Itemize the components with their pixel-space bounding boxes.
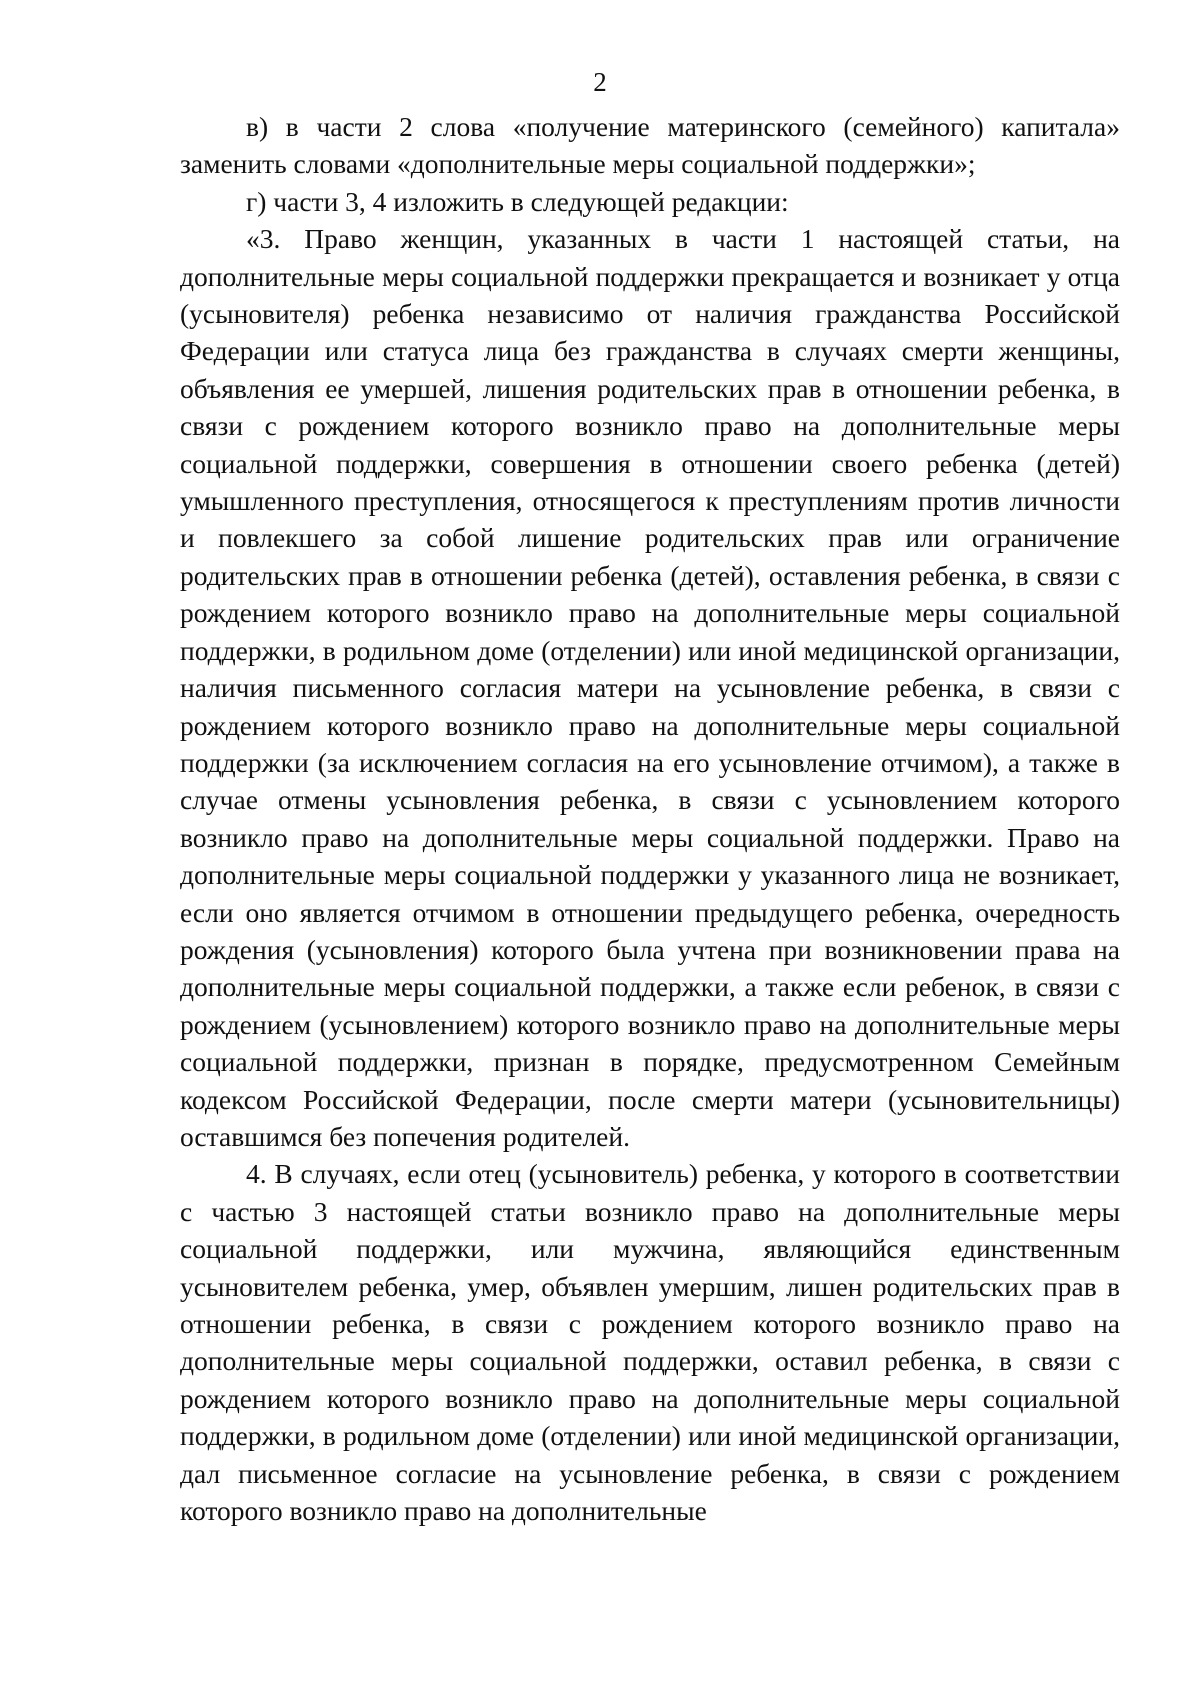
paragraph-part-3: «3. Право женщин, указанных в части 1 настоящей статьи, на дополнительные меры социальной поддержки прекращается и возникает у отца (усыновителя) ребенка независимо от наличия гражданства Российской Федерации или статуса лица без гражданства в случаях смерти женщины, объявления ее умершей, лишения родительских прав в отношении ребенка, в связи с рождением которого возникло право на дополнительные меры социальной поддержки, совершения в отношении своего ребенка (детей) умышленного преступления, относящегося к преступлениям против личности и повлекшего за собой лишение родительских прав или ограничение родительских прав в отношении ребенка (детей), оставления ребенка, в связи с рождением которого возникло право на дополнительные меры социальной поддержки, в родильном доме (отделении) или иной медицинской организации, наличия письменного согласия матери на усыновление ребенка, в связи с рождением которого возникло право на дополнительные меры социальной поддержки (за исключением согласия на его усыновление отчимом), а также в случае отмены усыновления ребенка, в связи с усыновлением которого возникло право на дополнительные меры социальной поддержки. Право на дополнительные меры социальной поддержки у указанного лица не возникает, если оно является отчимом в отношении предыдущего ребенка, очередность рождения (усыновления) которого была учтена при возникновении права на дополнительные меры социальной поддержки, а также если ребенок, в связи с рождением (усыновлением) которого возникло право на дополнительные меры социальной поддержки, признан в порядке, предусмотренном Семейным кодексом Российской Федерации, после смерти матери (усыновительницы) оставшимся без попечения родителей. xyxy=(180,223,1120,1152)
paragraph-part-4: 4. В случаях, если отец (усыновитель) ребенка, у которого в соответствии с частью 3 настоящей статьи возникло право на дополнительные меры социальной поддержки, или мужчина, являющийся единственным усыновителем ребенка, умер, объявлен умершим, лишен родительских прав в отношении ребенка, в связи с рождением которого возникло право на дополнительные меры социальной поддержки, оставил ребенка, в связи с рождением которого возникло право на дополнительные меры социальной поддержки, в родильном доме (отделении) или иной медицинской организации, дал письменное согласие на усыновление ребенка, в связи с рождением которого возникло право на дополнительные xyxy=(180,1158,1120,1527)
page-number: 2 xyxy=(593,67,607,97)
paragraph-item-v: в) в части 2 слова «получение материнского (семейного) капитала» заменить словами «дополнительные меры социальной поддержки»; xyxy=(180,111,1120,180)
paragraph-item-g: г) части 3, 4 изложить в следующей редакции: xyxy=(246,185,789,217)
document-body xyxy=(180,108,1120,1529)
